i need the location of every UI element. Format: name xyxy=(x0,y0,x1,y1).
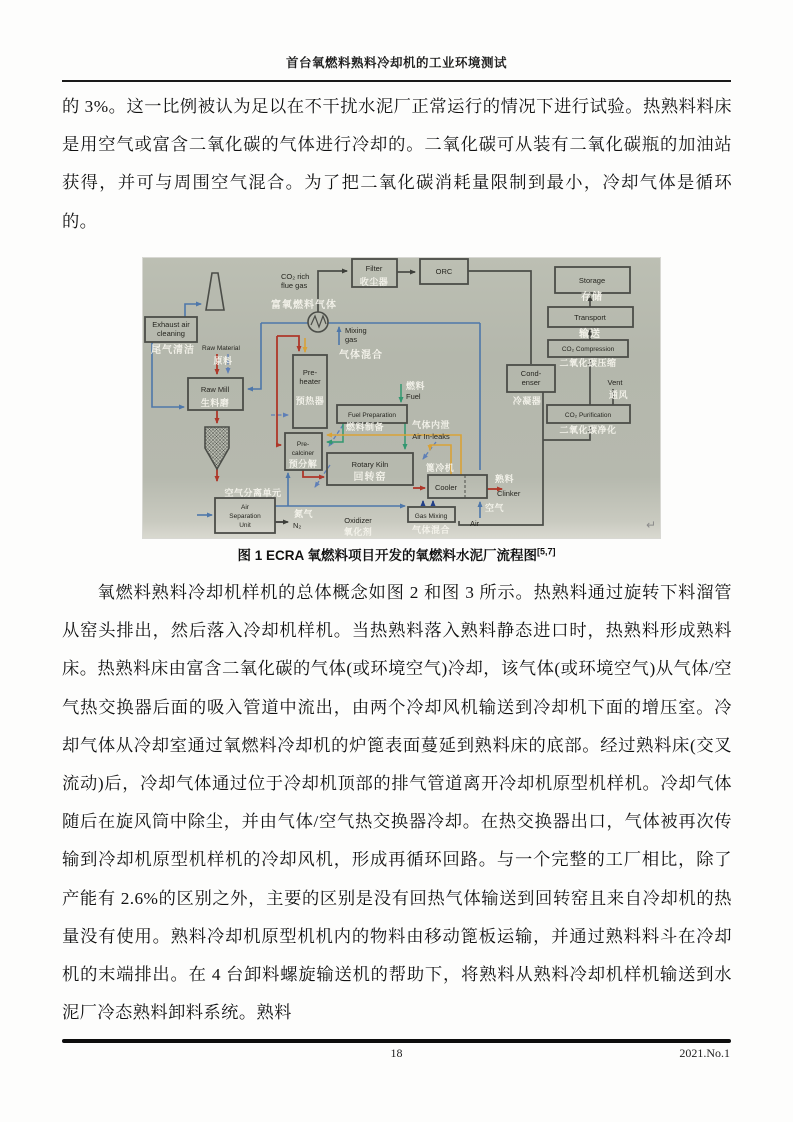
condenser-label-2: enser xyxy=(521,378,541,387)
issue-label: 2021.No.1 xyxy=(679,1046,730,1060)
compression-label: CO₂ Compression xyxy=(561,346,615,353)
body-paragraph-1: 的 3%。这一比例被认为足以在不干扰水泥厂正常运行的情况下进行试验。热熟料料床是用空气或富含二氧化碳的气体进行冷却的。二氧化碳可从装有二氧化碳瓶的加油站获得，并可与周围空气混合。为了把二氧化碳消耗量限制到最小，冷却气体是循环的。 xyxy=(62,97,732,231)
air-label: Air xyxy=(470,519,480,528)
page-header-title: 首台氧燃料熟料冷却机的工业环境测试 xyxy=(285,56,507,70)
header-rule xyxy=(62,80,731,82)
oxidizer-label-zh: 氧化剂 xyxy=(343,527,373,537)
flue-gas-label-1: CO₂ rich xyxy=(281,272,310,281)
node-preheater xyxy=(293,355,327,428)
exhaust-label-2: cleaning xyxy=(157,329,185,338)
precalciner-label-2: calciner xyxy=(291,450,315,457)
mixing-gas-label-1: Mixing xyxy=(345,326,367,335)
asu-label-1: Air xyxy=(241,504,249,511)
gas-mixing-label-zh: 气体混合 xyxy=(411,525,451,535)
purification-label: CO₂ Purification xyxy=(564,412,612,419)
transport-label-zh: 输送 xyxy=(579,329,601,340)
vent-label-zh: 通风 xyxy=(609,390,629,400)
asu-label-2: Separation xyxy=(229,513,261,520)
cyclone-shape xyxy=(205,427,229,469)
cooler-label: Cooler xyxy=(434,483,458,492)
kiln-label-zh: 回转窑 xyxy=(353,472,387,483)
filter-label: Filter xyxy=(365,264,383,273)
filter-label-zh: 收尘器 xyxy=(359,277,389,287)
body-paragraph-2: 氧燃料熟料冷却机样机的总体概念如图 2 和图 3 所示。热熟料通过旋转下料溜管从窑头排出，然后落入冷却机样机。当热熟料落入熟料静态进口时，热熟料形成熟料床。热熟料床由富含二氧化碳的气体(或环境空气)冷却，该气体(或环境空气)从气体/空气热交换器后面的吸入管道中流出，由两个冷却风机输送到冷却机下面的增压室。冷却气体从冷却室通过氧燃料冷却机的炉篦表面蔓延到熟料床的底部。经过熟料床(交叉流动)后，冷却气体通过位于冷却机顶部的排气管道离开冷却机原型机样机。冷却气体随后在旋风筒中除尘，并由气体/空气热交换器冷却。在热交换器出口，气体被再次传输到冷却机原型机样机的冷却风机，形成再循环回路。与一个完整的工厂相比，除了产能有 2.6%的区别之外，主要的区别是没有回热气体输送到回转窑且来自冷却机的热量没有使用。熟料冷却机原型机机内的物料由移动篦板运输，并通过熟料料斗在冷却机的末端排出。在 4 台卸料螺旋输送机的帮助下，将熟料从熟料冷却机样机输送到水泥厂冷态熟料卸料系统。熟料 xyxy=(62,583,732,1023)
footer-rule xyxy=(62,1039,731,1043)
figure-caption xyxy=(0,544,793,564)
figure-caption-text: 图 1 ECRA 氧燃料项目开发的氧燃料水泥厂流程图 xyxy=(237,548,537,563)
raw-material-label-zh: 原料 xyxy=(213,356,233,366)
flue-gas-label-2: flue gas xyxy=(281,281,308,290)
exhaust-label-1: Exhaust air xyxy=(152,320,190,329)
paragraph-return-mark: ↵ xyxy=(646,518,657,532)
compression-label-zh: 二氧化碳压缩 xyxy=(559,358,617,368)
page-number: 18 xyxy=(390,1046,403,1060)
n2-label-zh: 氮气 xyxy=(294,509,314,519)
asu-label-zh: 空气分离单元 xyxy=(224,488,282,498)
mixing-gas-label-zh: 气体混合 xyxy=(339,350,383,361)
raw-mill-label-zh: 生料磨 xyxy=(200,398,230,408)
flow-lines-blue xyxy=(152,304,480,518)
raw-material-label: Raw Material xyxy=(202,345,240,352)
asu-label-3: Unit xyxy=(239,522,251,529)
fuel-prep-label: Fuel Preparation xyxy=(347,412,397,419)
kiln-label: Rotary Kiln xyxy=(351,460,389,469)
n2-label: N₂ xyxy=(293,521,302,530)
condenser-label-1: Cond- xyxy=(520,369,542,378)
raw-mill-label: Raw Mill xyxy=(200,385,230,394)
clinker-label: Clinker xyxy=(497,489,521,498)
transport-label: Transport xyxy=(574,313,606,322)
air-label-zh: 空气 xyxy=(485,503,505,513)
precalciner-label-1: Pre- xyxy=(296,441,310,448)
flue-gas-label-zh: 富氧燃料气体 xyxy=(271,300,337,311)
exhaust-label-zh: 尾气清洁 xyxy=(151,345,195,356)
gas-mixing-label: Gas Mixing xyxy=(414,513,448,520)
clinker-label-zh: 熟料 xyxy=(495,474,515,484)
fuel-label: Fuel xyxy=(406,392,421,401)
vent-label: Vent xyxy=(607,378,623,387)
condenser-label-zh: 冷凝器 xyxy=(512,396,542,406)
fuel-prep-label-zh: 燃料制备 xyxy=(345,422,385,432)
air-inleaks-label-zh: 气体内泄 xyxy=(411,420,451,430)
storage-label-zh: 存储 xyxy=(581,292,603,303)
fuel-label-zh: 燃料 xyxy=(406,381,426,391)
preheater-label-2: heater xyxy=(299,377,321,386)
chimney-shape xyxy=(206,273,224,310)
precalciner-label-zh: 预分解 xyxy=(288,459,318,469)
purification-label-zh: 二氧化碳净化 xyxy=(559,425,617,435)
orc-label: ORC xyxy=(435,267,453,276)
flow-lines-dashed-inleaks xyxy=(228,354,436,487)
mixing-gas-label-2: gas xyxy=(345,335,358,344)
storage-label: Storage xyxy=(578,276,606,285)
oxidizer-label: Oxidizer xyxy=(344,516,372,525)
flow-lines-navy xyxy=(423,501,433,506)
preheater-label-1: Pre- xyxy=(302,368,318,377)
cooler-label-zh: 篦冷机 xyxy=(425,463,455,473)
air-inleaks-label: Air In-leaks xyxy=(412,432,450,441)
figure-1-flow-diagram xyxy=(143,258,660,538)
oxyfuel-plant-flowsheet xyxy=(143,258,660,538)
figure-caption-reference: [5,7] xyxy=(537,546,556,557)
preheater-label-zh: 预热器 xyxy=(295,396,325,406)
